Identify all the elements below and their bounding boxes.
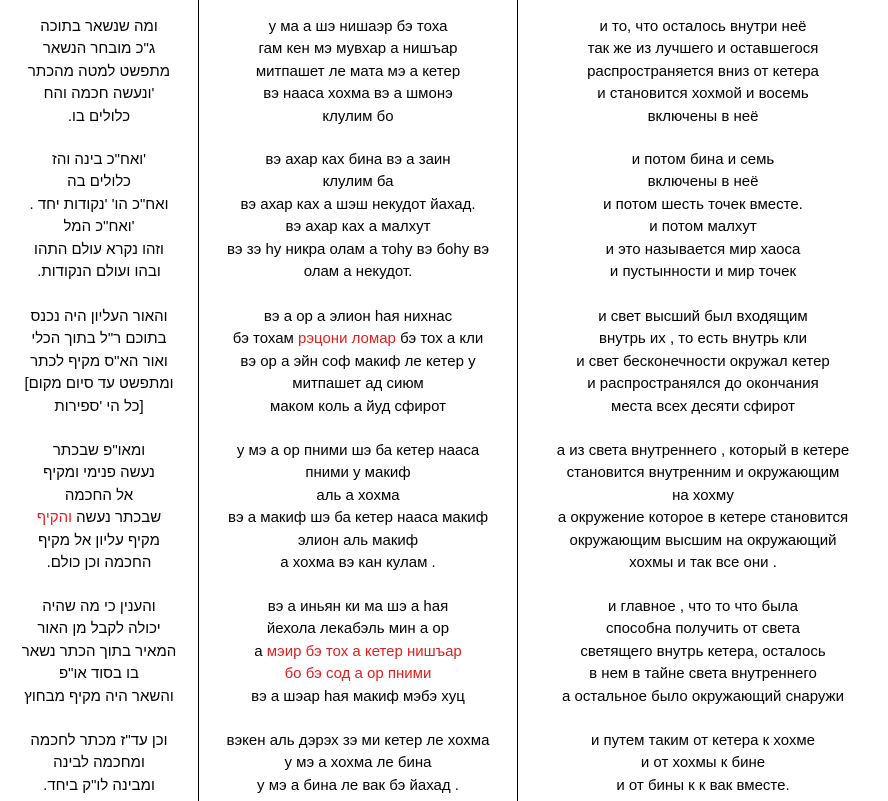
russian-line: хохмы и так все они . — [629, 554, 777, 571]
hebrew-line: ומה שנשאר בתוכה — [40, 18, 158, 35]
translit-line: вэ ор а эйн соф макиф ле кетер у — [240, 352, 476, 370]
hebrew-line: מקיף עליון אל מקיף — [38, 531, 160, 549]
translit-line: гам кен мэ мувхар а нишъар — [258, 40, 458, 58]
russian-line: распространяется вниз от кетера — [587, 62, 819, 80]
translit-line: олам а некудот. — [303, 263, 413, 280]
russian-line: светящего внутрь кетера, осталось — [580, 642, 826, 660]
russian-line: и главное , что то что была — [608, 598, 798, 615]
russian-line: и от бины к к вак вместе. — [616, 776, 790, 794]
translit-line: вэ а шэар hая макиф мэбэ хуц — [251, 687, 465, 705]
translit-line: вэ а макиф шэ ба кетер нааса макиф — [227, 509, 489, 527]
translit-line: клулим ба — [322, 173, 394, 191]
russian-line: и путем таким от кетера к хохме — [590, 732, 816, 749]
hebrew-line: 'ואח"כ המל — [63, 218, 135, 236]
translit-line: у мэ а ор пними шэ ба кетер нааса — [236, 442, 480, 459]
hebrew-line: ואור הא"ס מקיף לכתר — [30, 352, 168, 370]
translit-line: вэкен аль дэрэх зэ ми кетер ле хохма — [226, 732, 490, 749]
hebrew-line: ג"כ מובחר הנשאר — [42, 40, 156, 58]
text-segment: бэ тох а кли — [395, 330, 484, 348]
translit-line: вэ нааса хохма вэ а шмонэ — [263, 85, 453, 103]
translit-line: элион аль макиф — [297, 531, 419, 549]
hebrew-line: מתפשט למטה מהכתר — [27, 62, 171, 80]
translit-line — [199, 328, 517, 350]
translit-line — [199, 663, 517, 685]
hebrew-line: כלולים בו. — [67, 107, 131, 125]
russian-line: и свет высший был входящим — [598, 308, 808, 325]
translit-line: вэ а иньян ки ма шэ а hая — [267, 598, 449, 615]
hebrew-line: [כל הי 'ספירות — [54, 397, 144, 415]
russian-line: включены в неё — [647, 173, 759, 191]
hebrew-line: כלולים בה — [67, 173, 131, 191]
hebrew-line — [0, 507, 198, 529]
hebrew-line: ומאו"פ שבכתר — [52, 442, 146, 459]
text-segment: שבכתר נעשה — [71, 509, 162, 527]
russian-line: и распространялся до окончания — [587, 375, 819, 393]
russian-line: а окружение которое в кетере становится — [557, 509, 849, 527]
hebrew-line: יכולה לקבל מן האור — [37, 620, 161, 638]
translit-line: пними у макиф — [305, 464, 411, 482]
russian-line: и это называется мир хаоса — [605, 240, 801, 258]
russian-line: а из света внутреннего , который в кетере — [556, 442, 850, 459]
text-segment: бэ тохам — [232, 330, 299, 348]
translit-line: вэ ахар ках а малхут — [285, 218, 431, 236]
hebrew-line: 'ואח"כ בינה והז — [51, 151, 147, 168]
russian-column — [518, 0, 888, 801]
russian-line: и потом бина и семь — [631, 151, 775, 168]
russian-line: способна получить от света — [605, 620, 801, 638]
russian-line: и свет бесконечности окружал кетер — [576, 352, 830, 370]
highlighted-text: мэир бэ тох а кетер нишъар — [266, 642, 462, 660]
russian-line: места всех десяти сфирот — [611, 397, 795, 415]
translit-line: маком коль а йуд сфирот — [270, 397, 446, 415]
translit-line: у ма а шэ нишаэр бэ тоха — [268, 18, 448, 35]
russian-line: внутрь их , то есть внутрь кли — [598, 330, 808, 348]
translit-line — [199, 641, 517, 663]
hebrew-line: 'ונעשה חכמה והח — [43, 85, 155, 103]
translit-line: митпашет ад сиюм — [292, 375, 424, 393]
translit-line: аль а хохма — [316, 486, 400, 504]
hebrew-line: וכן עד"ז מכתר לחכמה — [30, 732, 168, 749]
highlighted-text: והקיף — [36, 509, 72, 527]
translit-line: вэ а ор а элион hая нихнас — [263, 308, 453, 325]
hebrew-line: אל החכמה — [64, 486, 134, 504]
translit-line: а хохма вэ кан кулам . — [280, 554, 436, 571]
russian-line: в нем в тайне света внутреннего — [589, 665, 817, 683]
translit-line: йехола лекабэль мин а ор — [266, 620, 450, 638]
hebrew-line: המאיר בתוך הכתר נשאר — [21, 642, 177, 660]
hebrew-line: בו בסוד או"פ — [58, 665, 139, 683]
hebrew-line: ומחכמה לבינה — [53, 754, 145, 772]
russian-line: а остальное было окружающий снаружи — [562, 687, 844, 705]
translit-line: вэ ахар ках а шэш некудот йахад. — [240, 195, 476, 213]
transliteration-column — [199, 0, 517, 801]
russian-line: и то, что осталось внутри неё — [599, 18, 807, 35]
hebrew-line: החכמה וכן כולם. — [46, 554, 152, 571]
russian-line: и становится хохмой и восемь — [597, 85, 809, 103]
russian-line: и от хохмы к бине — [640, 754, 766, 772]
russian-line: и потом шесть точек вместе. — [603, 195, 803, 213]
russian-line: становится внутренним и окружающим — [566, 464, 840, 482]
russian-line: на хохму — [672, 486, 734, 504]
translit-line: вэ ахар ках бина вэ а заин — [265, 151, 451, 168]
translit-line: клулим бо — [322, 107, 394, 125]
russian-line: окружающим высшим на окружающий — [569, 531, 837, 549]
russian-line: и пустынности и мир точек — [609, 263, 797, 280]
hebrew-line: וזהו נקרא עולם התהו — [34, 240, 164, 258]
hebrew-column — [0, 0, 198, 801]
translit-line: митпашет ле мата мэ а кетер — [255, 62, 461, 80]
highlighted-text: рэцони ломар — [298, 330, 396, 348]
hebrew-line: ומתפשט עד סיום מקום] — [24, 375, 174, 393]
highlighted-text: бо бэ сод а ор пними — [284, 665, 432, 683]
translit-line: у мэ а бина ле вак бэ йахад . — [257, 776, 459, 794]
translit-line: у мэ а хохма ле бина — [284, 754, 432, 772]
hebrew-line: ואח"כ הו' 'נקודות יחד . — [29, 195, 169, 213]
hebrew-line: ובהו ועולם הנקודות. — [37, 263, 161, 280]
translit-line: вэ зэ hу никра олам а тоhу вэ боhу вэ — [226, 240, 490, 258]
hebrew-line: בתוכם ר"ל בתוך הכלי — [31, 330, 167, 348]
hebrew-line: ומבינה לו"ק ביחד. — [43, 776, 155, 794]
text-segment: а — [254, 642, 267, 660]
hebrew-line: נעשה פנימי ומקיף — [43, 464, 155, 482]
russian-line: и потом малхут — [649, 218, 757, 236]
russian-line: включены в неё — [647, 107, 759, 125]
russian-line: так же из лучшего и оставшегося — [587, 40, 819, 58]
hebrew-line: והאור העליון היה נכנס — [30, 308, 168, 325]
hebrew-line: והשאר היה מקיף מבחוץ — [24, 687, 174, 705]
hebrew-line: והענין כי מה שהיה — [42, 598, 156, 615]
